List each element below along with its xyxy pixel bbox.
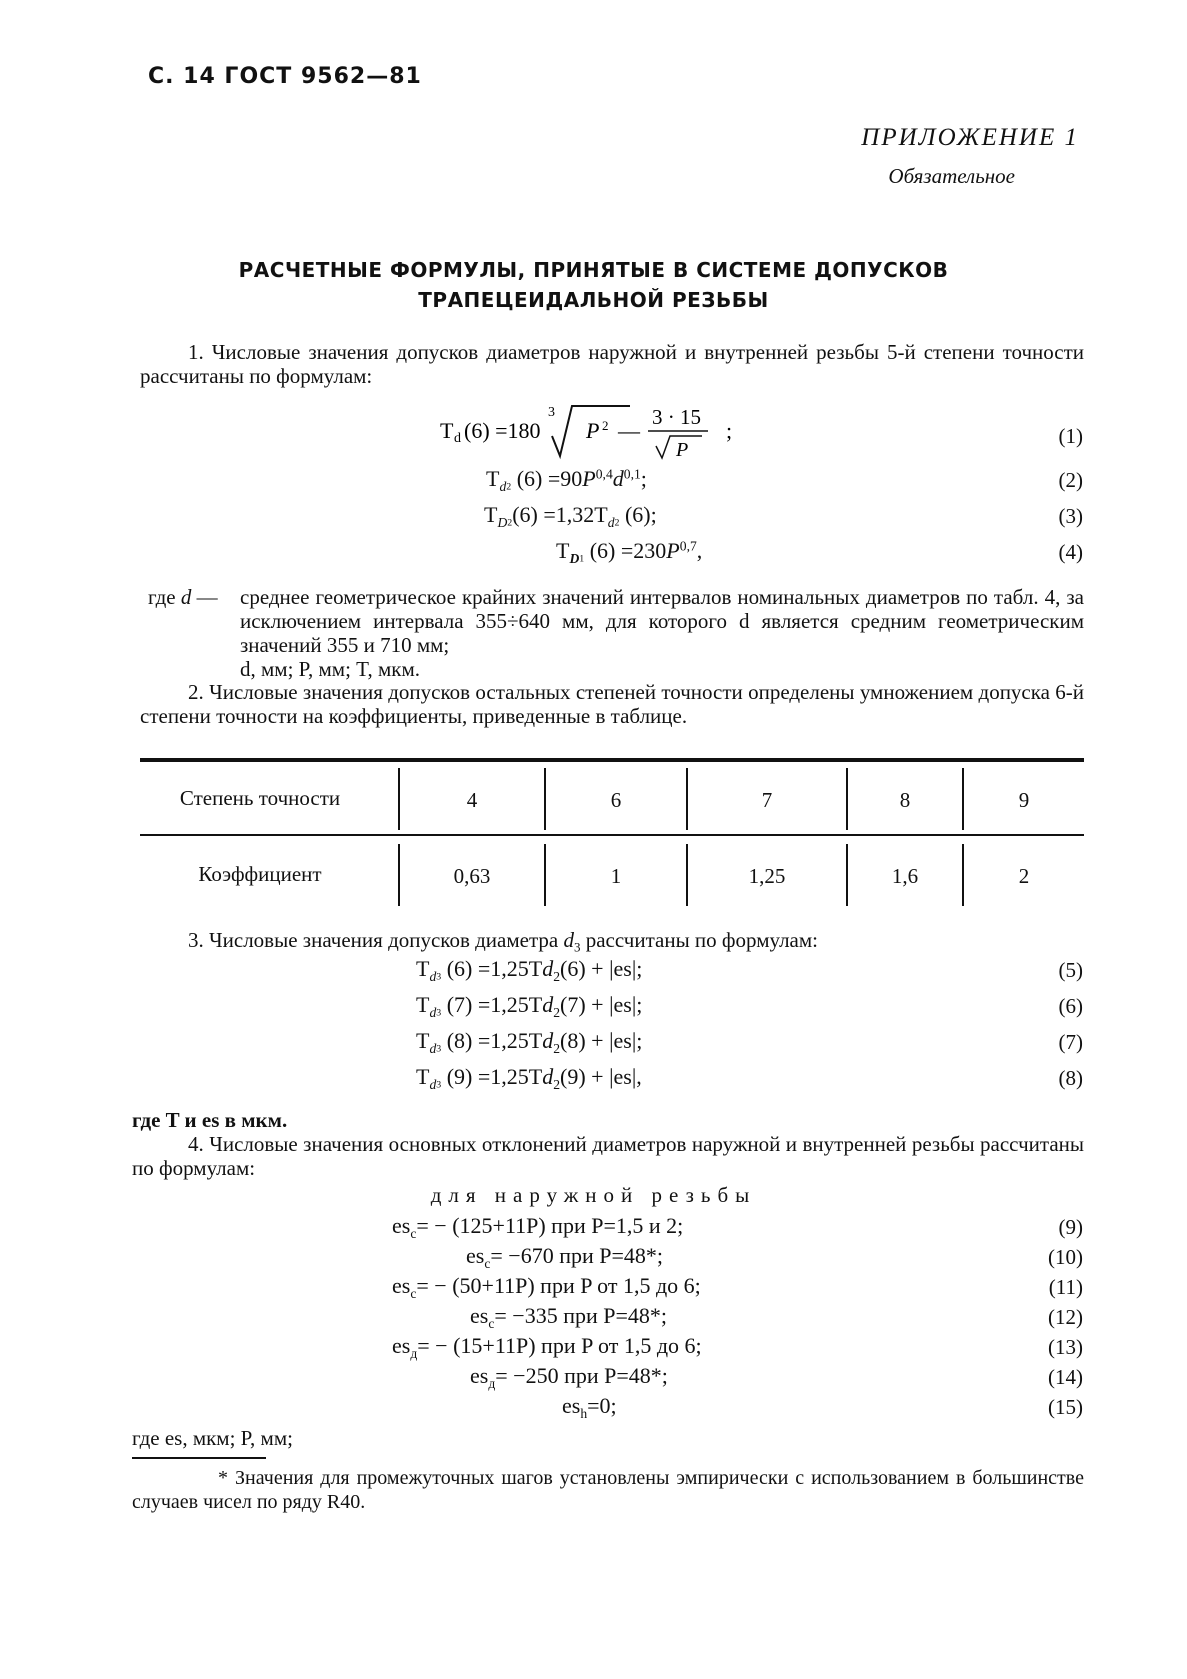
svg-text:;: ; (726, 418, 733, 443)
equation-number: (5) (1058, 958, 1083, 982)
svg-text:P: P (676, 439, 689, 461)
formula-6: $T_{d3}$ $(7) =1,25Td_2(7) + |es|$; (416, 992, 643, 1020)
equation-number: (10) (1048, 1245, 1083, 1269)
section-4-where: где es, мкм; P, мм; (132, 1426, 293, 1450)
table-cell: 2 (1018, 864, 1030, 888)
formula-2: $T_{d2}$ $(6) =90P^{0,4}d^{0,1}$; (486, 466, 647, 494)
formula-4: $T_{D1}$ $(6) =230P^{0,7}$, (556, 538, 703, 566)
svg-text:T: T (440, 418, 454, 443)
formula-3: $T_{D2}(6) =1,32T_{d2}$ (6); (484, 502, 657, 530)
equation-number: (15) (1048, 1395, 1083, 1419)
section-2-text: 2. Числовые значения допусков остальных степеней точности определены умножением допуска 6-й степени точности на коэффициенты, приведенные в таблице. (140, 680, 1084, 728)
section-1-text: 1. Числовые значения допусков диаметров наружной и внутренней резьбы 5-й степени точности рассчитаны по формулам: (140, 340, 1084, 388)
table-top-rule (140, 758, 1084, 762)
svg-text:2: 2 (602, 418, 609, 433)
units-line: d, мм; P, мм; T, мкм. (240, 657, 420, 681)
table-row-header: Коэффициент (198, 862, 322, 886)
table-cell: 7 (761, 788, 773, 812)
table-cell: 8 (899, 788, 911, 812)
equation-number: (4) (1058, 540, 1083, 564)
table-cell: 0,63 (453, 864, 491, 888)
formula-8: $T_{d3}$ $(9) =1,25Td_2(9) + |es|$, (416, 1064, 642, 1092)
running-head: С. 14 ГОСТ 9562—81 (148, 64, 422, 89)
svg-text:d: d (454, 431, 461, 446)
where-label: где d — (148, 585, 218, 609)
table-mid-rule (140, 834, 1084, 836)
section-4-text: 4. Числовые значения основных отклонений диаметров наружной и внутренней резьбы рассчитаны по формулам: (132, 1132, 1084, 1180)
table-cell: 1,6 (891, 864, 919, 888)
footnote-rule (132, 1457, 266, 1459)
table-cell: 4 (466, 788, 478, 812)
equation-number: (6) (1058, 994, 1083, 1018)
formula-11: $es_c= - (50+11P)$ при P от 1,5 до 6; (392, 1273, 701, 1301)
where-explanation: среднее геометрическое крайних значений интервалов номинальных диаметров по табл. 4, за исключением интервала 355÷640 мм, для которого d является средним геометрическим значений 355 и 710 мм; d, мм; P, мм; T, мкм. (240, 585, 1084, 681)
table-cell: 1,25 (748, 864, 786, 888)
appendix-status: Обязательное (888, 164, 1015, 188)
equation-number: (14) (1048, 1365, 1083, 1389)
equation-number: (2) (1058, 468, 1083, 492)
equation-number: (11) (1048, 1275, 1083, 1299)
equation-number: (3) (1058, 504, 1083, 528)
svg-text:3 · 15: 3 · 15 (652, 405, 701, 429)
equation-number: (7) (1058, 1030, 1083, 1054)
table-row-header: Степень точности (179, 786, 341, 810)
formula-13: $es_д= - (15+11P)$ при P от 1,5 до 6; (392, 1333, 702, 1361)
formula-14: $es_д= -250$ при P=48*; (470, 1363, 668, 1391)
equation-number: (9) (1058, 1215, 1083, 1239)
svg-text:(6) =180: (6) =180 (464, 418, 541, 443)
footnote: * Значения для промежуточных шагов установлены эмпирически с использованием в большинстве случаев чисел по ряду R40. (132, 1467, 1084, 1513)
external-thread-subheading: для наружной резьбы (430, 1183, 757, 1207)
section-3-text: 3. Числовые значения допусков диаметра $d_3$ рассчитаны по формулам: (188, 928, 818, 955)
appendix-label: ПРИЛОЖЕНИЕ 1 (861, 124, 1079, 151)
formula-5: $T_{d3}$ $(6) =1,25Td_2(6) + |es|$; (416, 956, 643, 984)
formula-10: $es_c= -670$ при P=48*; (466, 1243, 664, 1271)
formula-15: $es_h=0$; (562, 1393, 617, 1421)
table-cell: 6 (610, 788, 622, 812)
svg-text:3: 3 (548, 405, 555, 420)
document-title-line-2: ТРАПЕЦЕИДАЛЬНОЙ РЕЗЬБЫ (418, 288, 769, 312)
equation-number: (8) (1058, 1066, 1083, 1090)
svg-text:—: — (618, 418, 640, 443)
table-cell: 1 (610, 864, 622, 888)
svg-text:P: P (586, 418, 600, 443)
equation-number: (12) (1048, 1305, 1083, 1329)
equation-number: (13) (1048, 1335, 1083, 1359)
formula-7: $T_{d3}$ $(8) =1,25Td_2(8) + |es|$; (416, 1028, 643, 1056)
formula-1 (440, 398, 780, 468)
section-3-where: где T и es в мкм. (132, 1108, 288, 1132)
formula-12: $es_c= -335$ при P=48*; (470, 1303, 668, 1331)
table-cell: 9 (1018, 788, 1030, 812)
formula-9: $es_c= - (125+11P)$ при P=1,5 и 2; (392, 1213, 684, 1241)
equation-number: (1) (1058, 424, 1083, 448)
document-title-line-1: РАСЧЕТНЫЕ ФОРМУЛЫ, ПРИНЯТЫЕ В СИСТЕМЕ ДОПУСКОВ (238, 258, 949, 282)
